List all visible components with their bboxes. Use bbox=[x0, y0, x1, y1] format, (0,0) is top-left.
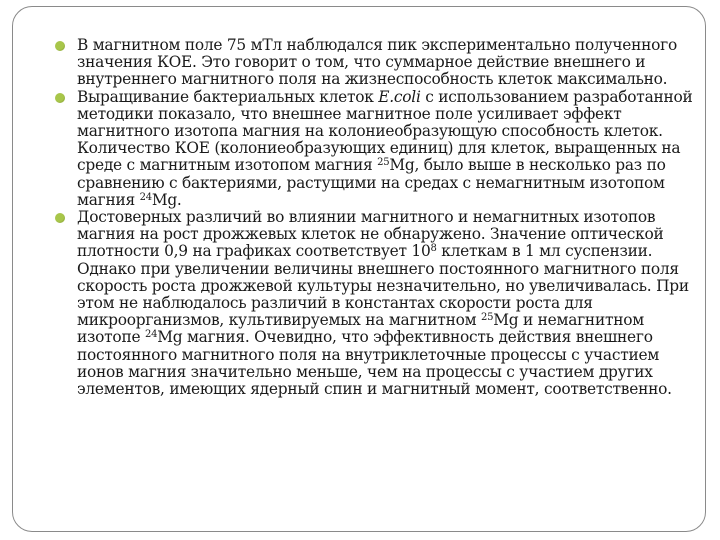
bullet-2-text-c: Mg, было выше в несколько раз по сравнению с бактериями, растущими на средах с немагнитным изотопом магния bbox=[77, 156, 666, 209]
bullet-3-text-d: Mg магния. Очевидно, что эффективность действия внешнего постоянного магнитного поля на внутриклеточные процессы с участием ионов магния значительно меньше, чем на процессы с участием других элементов, имеющих ядерный спин и магнитный момент, соответственно. bbox=[77, 328, 672, 399]
bullet-2-species: E.coli bbox=[378, 87, 421, 106]
bullet-text-1: В магнитном поле 75 мТл наблюдался пик экспериментально полученного значения КОЕ. Это говорит о том, что суммарное действие внешнего и внутреннего магнитного поля на жизнеспособность клеток максимально. bbox=[77, 36, 678, 89]
isotope-superscript: 24 bbox=[139, 191, 152, 203]
isotope-superscript: 24 bbox=[144, 329, 158, 341]
isotope-superscript: 25 bbox=[480, 312, 494, 324]
bullet-2-text-b: с использованием разработанной методики показало, что внешнее магнитное поле усиливает эффект магнитного изотопа магния на колониеобразующую способность клеток. Количество КОЕ (колониеобразующих единиц) для клеток, выращенных на среде с магнитным изотопом магния bbox=[77, 87, 693, 175]
bullet-dot-icon bbox=[55, 213, 65, 223]
isotope-superscript: 25 bbox=[377, 157, 390, 169]
bullet-dot-icon bbox=[55, 93, 65, 103]
bullet-3-text-a: Достоверных различий во влиянии магнитного и немагнитных изотопов магния на рост дрожжевых клеток не обнаружено. Значение оптической плотности 0,9 на графиках соответствует 10 bbox=[77, 208, 664, 261]
bullet-2-text-d: Mg. bbox=[151, 190, 182, 209]
bullet-item-2 bbox=[53, 89, 693, 209]
bullet-3-text-b: клеткам в 1 мл суспензии. Однако при увеличении величины внешнего постоянного магнитного поля скорость роста дрожжевой культуры незначительно, но увеличивалась. При этом не наблюдалось различий в константах скорости роста для микроорганизмов, культивируемых на магнитном bbox=[77, 242, 689, 330]
exponent-superscript: 8 bbox=[430, 243, 437, 255]
bullet-dot-icon bbox=[55, 41, 65, 51]
bullet-3-text-c: Mg и немагнитном изотопе bbox=[77, 311, 644, 347]
slide-frame bbox=[12, 6, 706, 532]
bullet-list bbox=[53, 37, 693, 398]
bullet-item-1 bbox=[53, 37, 693, 89]
bullet-item-3 bbox=[53, 209, 693, 398]
bullet-2-text-a: Выращивание бактериальных клеток bbox=[77, 87, 379, 106]
